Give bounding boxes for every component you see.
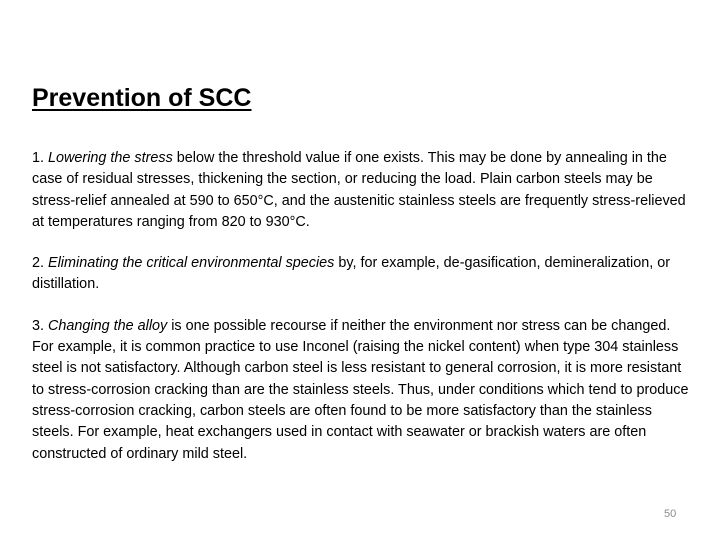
slide-title: Prevention of SCC (32, 84, 252, 112)
paragraph-text: by, for example, de-gasification, demineralization, or distillation. (32, 255, 671, 293)
paragraph-number: 2. (32, 255, 45, 272)
paragraph-italic-lead: Changing the alloy (48, 317, 168, 334)
slide-body (32, 148, 692, 485)
paragraph-italic-lead: Lowering the stress (48, 150, 173, 166)
paragraph-lowering-stress (32, 148, 692, 233)
paragraph-eliminating-species (32, 253, 692, 296)
paragraph-text: below the threshold value if one exists. This may be done by annealing in the case of residual stresses, thickening the section, or reducing the load. Plain carbon steels may be stress-relief annealed at 590 to 650°C, and the austenitic stainless steels are frequently stress-relieved at temperatures ranging from 820 to 930°C. (32, 150, 686, 230)
paragraph-changing-alloy (32, 316, 692, 465)
paragraph-number: 1. (32, 150, 45, 166)
page-number: 50 (664, 508, 677, 520)
paragraph-number: 3. (32, 317, 45, 334)
paragraph-italic-lead: Eliminating the critical environmental species (48, 255, 335, 272)
paragraph-text: is one possible recourse if neither the environment nor stress can be changed. For example, it is common practice to use Inconel (raising the nickel content) when type 304 stainless steel is not satisfactory. Although carbon steel is less resistant to general corrosion, it is more resistant to stress-corrosion cracking than are the stainless steels. Thus, under conditions which tend to produce stress-corrosion cracking, carbon steels are often found to be more satisfactory than the stainless steels. For example, heat exchangers used in contact with seawater or brackish waters are often constructed of ordinary mild steel. (32, 317, 689, 462)
